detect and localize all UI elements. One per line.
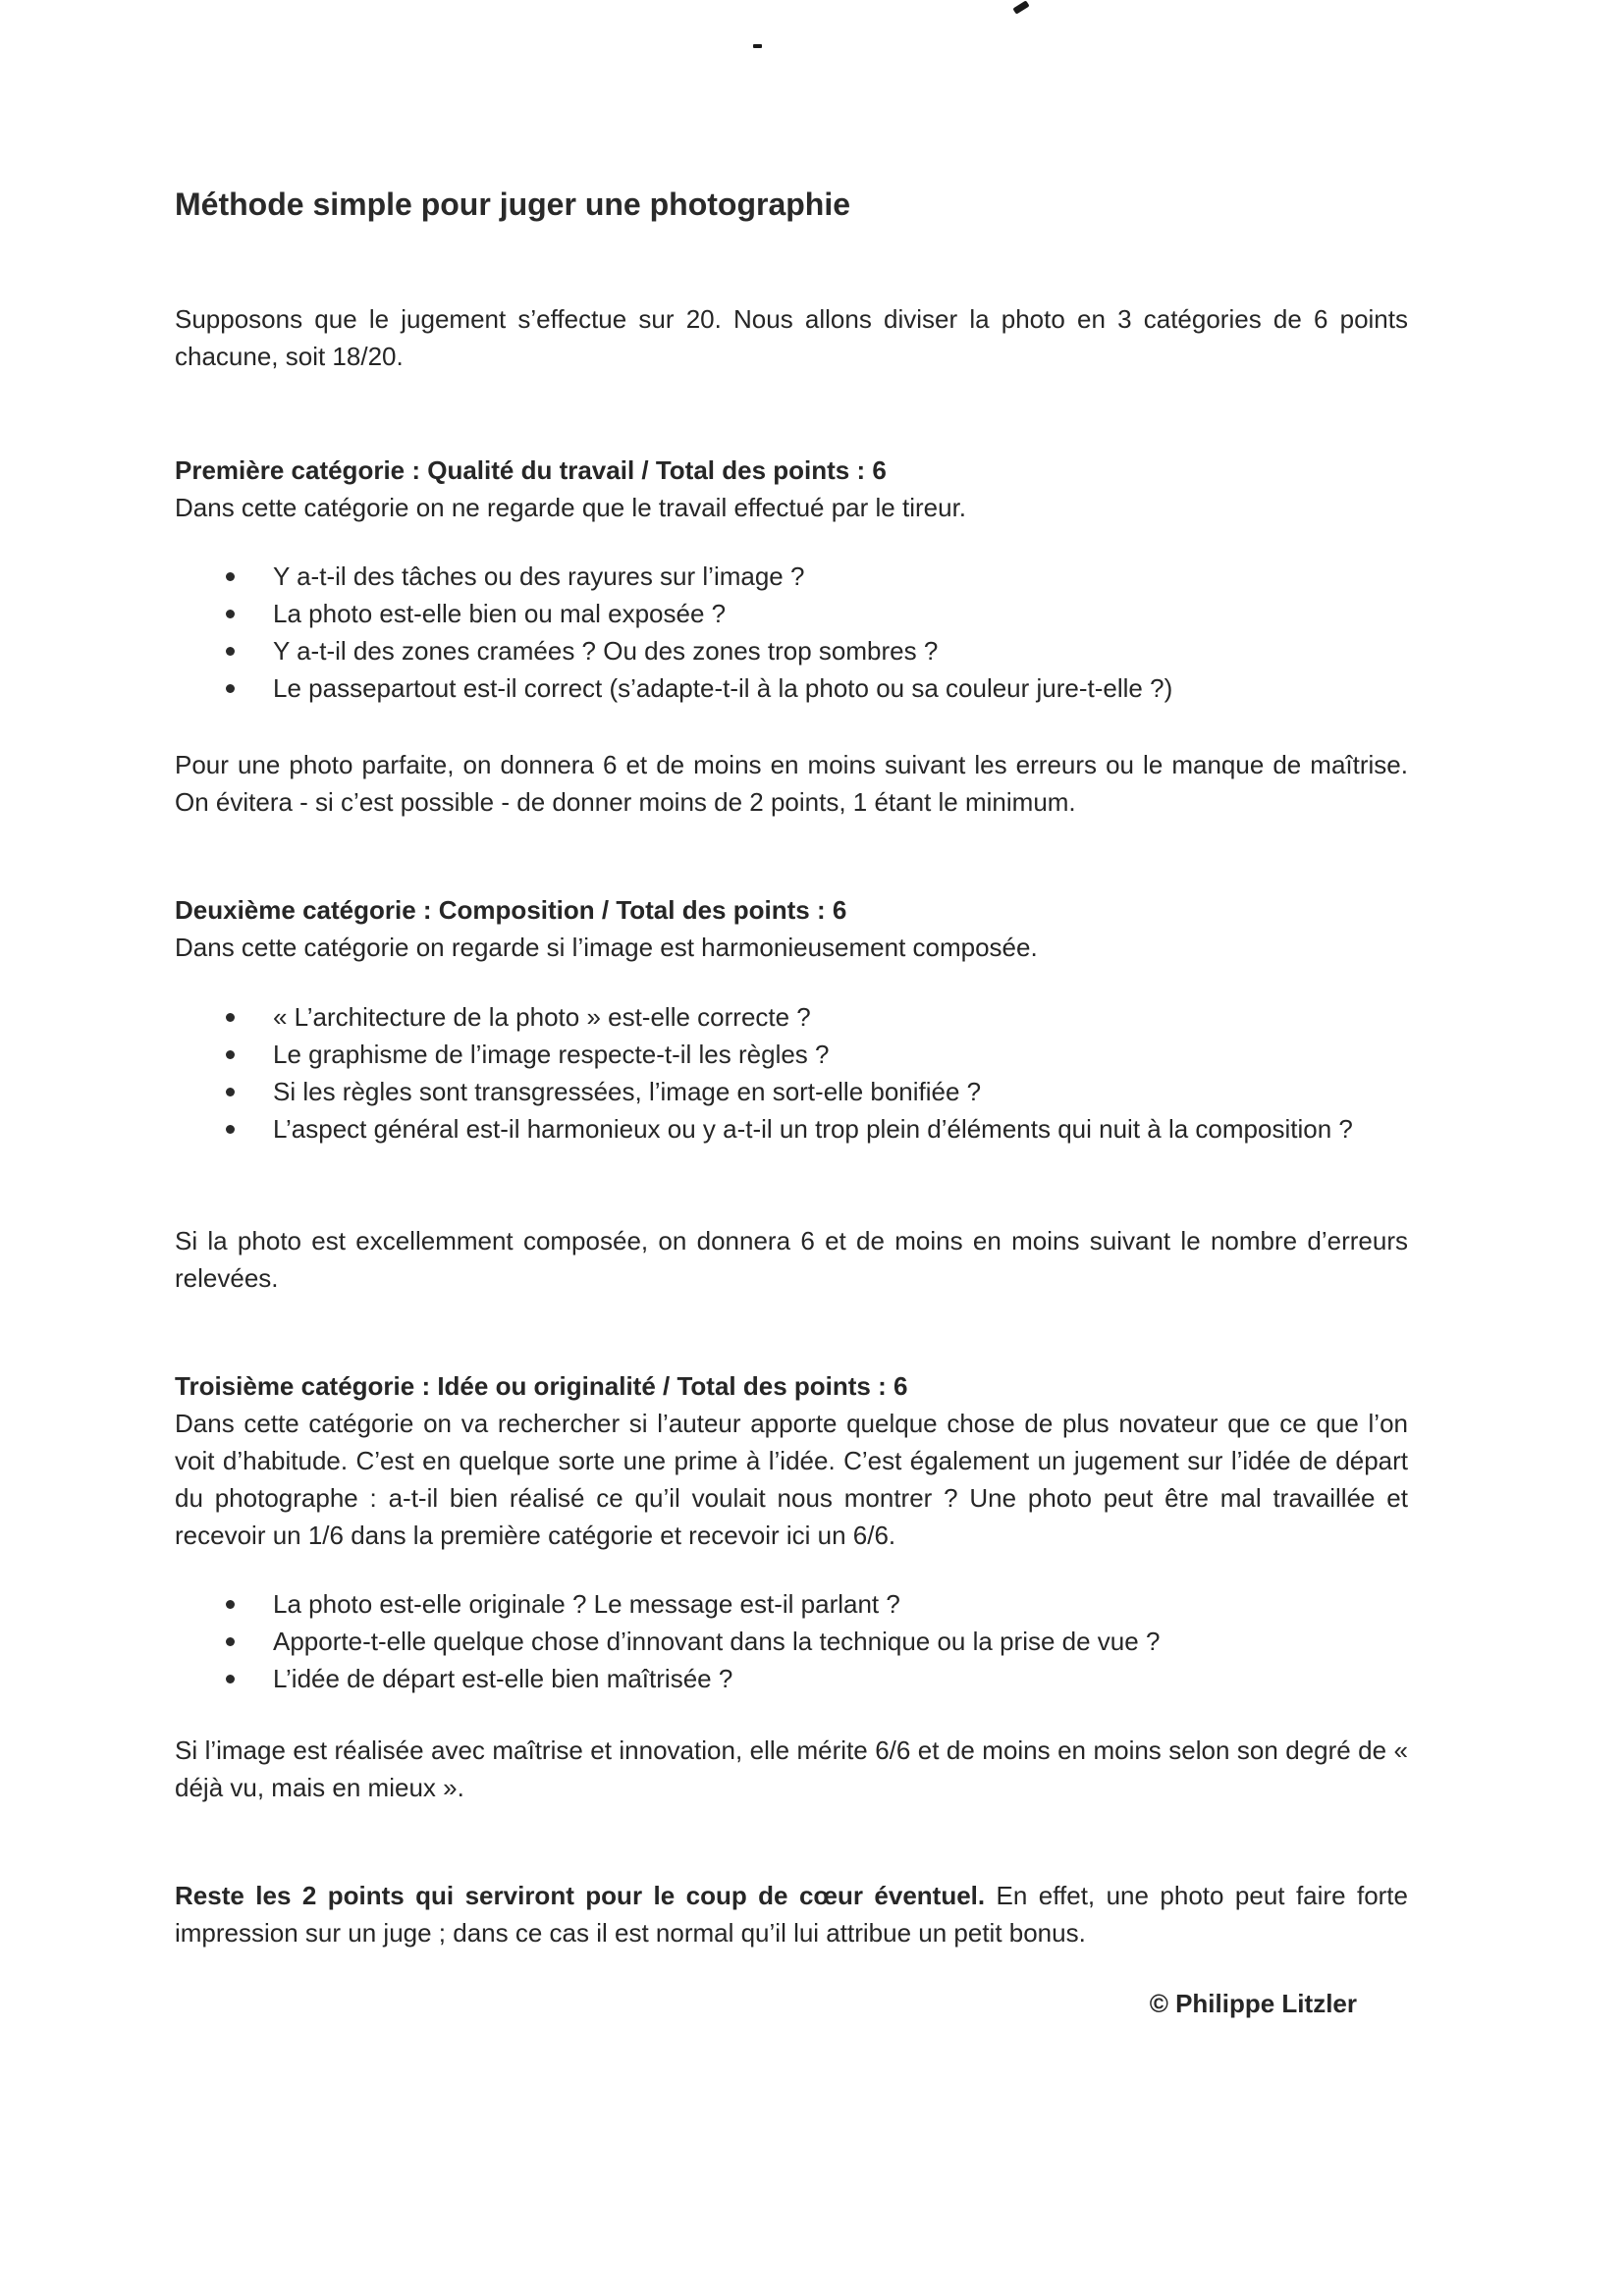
section-3-conclusion: Si l’image est réalisée avec maîtrise et innovation, elle mérite 6/6 et de moins en moins selon son degré de « déjà vu, mais en mieux ».: [175, 1735, 1408, 1802]
section-2-conclusion: Si la photo est excellemment composée, on donnera 6 et de moins en moins suivant le nombre d’erreurs relevées.: [175, 1226, 1408, 1293]
scan-mark: [1012, 0, 1029, 14]
bonus-text: En effet, une photo peut faire forte impression sur un juge ; dans ce cas il est normal qu’il lui attribue un petit bonus.: [175, 1881, 1408, 1948]
section-1-description: Dans cette catégorie on ne regarde que le travail effectué par le tireur.: [175, 493, 967, 522]
intro-paragraph: Supposons que le jugement s’effectue sur 20. Nous allons diviser la photo en 3 catégories de 6 points chacune, soit 18/20.: [175, 304, 1408, 371]
section-1-heading: Première catégorie : Qualité du travail / Total des points : 6: [175, 455, 887, 485]
bullet-item: Y a-t-il des zones cramées ? Ou des zones trop sombres ?: [175, 632, 1408, 669]
section-2-description: Dans cette catégorie on regarde si l’image est harmonieusement composée.: [175, 933, 1038, 962]
bullet-item: La photo est-elle bien ou mal exposée ?: [175, 595, 1408, 632]
section-2-bullet-list: [175, 998, 1408, 1148]
bullet-item: « L’architecture de la photo » est-elle correcte ?: [175, 998, 1408, 1036]
bullet-item: L’idée de départ est-elle bien maîtrisée ?: [175, 1660, 1408, 1697]
bullet-item: L’aspect général est-il harmonieux ou y a-t-il un trop plein d’éléments qui nuit à la composition ?: [175, 1110, 1408, 1148]
section-3: [175, 1367, 1408, 1554]
bonus-paragraph: [175, 1877, 1408, 1951]
bullet-item: Si les règles sont transgressées, l’image en sort-elle bonifiée ?: [175, 1073, 1408, 1110]
section-1-bullet-list: [175, 558, 1408, 707]
bullet-item: Y a-t-il des tâches ou des rayures sur l’image ?: [175, 558, 1408, 595]
section-2: [175, 891, 1408, 966]
bullet-item: Le graphisme de l’image respecte-t-il les règles ?: [175, 1036, 1408, 1073]
section-1-conclusion: Pour une photo parfaite, on donnera 6 et de moins en moins suivant les erreurs ou le manque de maîtrise. On évitera - si c’est possible - de donner moins de 2 points, 1 étant le minimum.: [175, 750, 1408, 817]
bullet-item: Le passepartout est-il correct (s’adapte-t-il à la photo ou sa couleur jure-t-elle ?): [175, 669, 1408, 707]
document-title: Méthode simple pour juger une photographie: [175, 187, 851, 222]
bullet-item: Apporte-t-elle quelque chose d’innovant dans la technique ou la prise de vue ?: [175, 1623, 1408, 1660]
section-3-bullet-list: [175, 1585, 1408, 1697]
copyright-signature: © Philippe Litzler: [1149, 1989, 1357, 2018]
bullet-item: La photo est-elle originale ? Le message est-il parlant ?: [175, 1585, 1408, 1623]
section-3-heading: Troisième catégorie : Idée ou originalité / Total des points : 6: [175, 1371, 908, 1401]
scan-dash: [753, 44, 762, 48]
section-1: [175, 452, 1408, 526]
section-3-description: Dans cette catégorie on va rechercher si l’auteur apporte quelque chose de plus novateur que ce que l’on voit d’habitude. C’est en quelque sorte une prime à l’idée. C’est également un jugement sur l’idée de départ du photographe : a-t-il bien réalisé ce qu’il voulait nous montrer ? Une photo peut être mal travaillée et recevoir un 1/6 dans la première catégorie et recevoir ici un 6/6.: [175, 1409, 1408, 1550]
bonus-lead: Reste les 2 points qui serviront pour le coup de cœur éventuel.: [175, 1881, 986, 1910]
section-2-heading: Deuxième catégorie : Composition / Total des points : 6: [175, 895, 847, 925]
